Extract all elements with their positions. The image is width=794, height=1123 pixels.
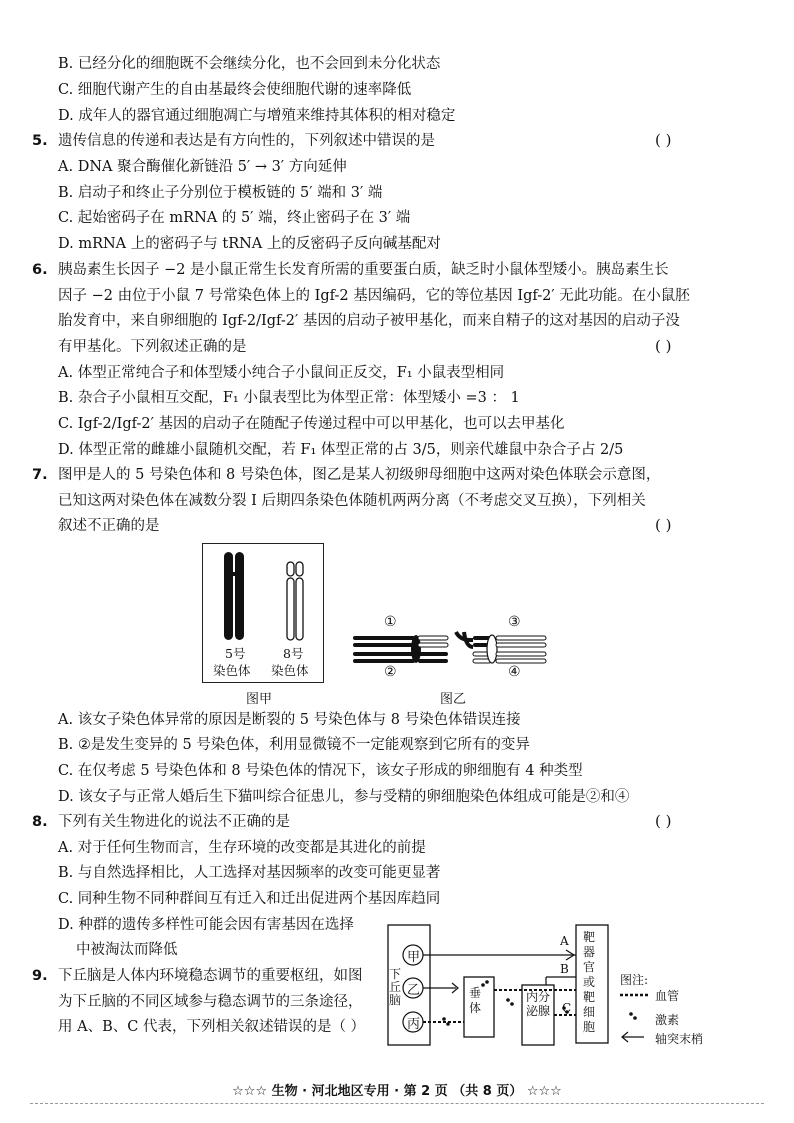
q9-number: 9. [32,968,48,984]
label-hypothalamus: 下丘脑 [389,967,402,1007]
node-bing: 丙 [407,1017,421,1032]
q8-answer-bracket: ( ) [655,812,672,830]
q7-answer-bracket: ( ) [655,516,672,534]
q7-option-a: A. 该女子染色体异常的原因是断裂的 5 号染色体与 8 号染色体错误连接 [58,712,521,728]
label-chromosome-8-word: 染色体 [271,663,309,678]
q6-number: 6. [32,262,48,278]
node-jia: 甲 [407,950,421,965]
q6-option-b: B. 杂合子小鼠相互交配，F₁ 小鼠表型比为体型正常：体型矮小 =3 ： 1 [58,390,520,406]
page-footer: ☆☆☆ 生物 · 河北地区专用 · 第 2 页 （共 8 页） ☆☆☆ [232,1084,562,1099]
path-b-label: B [560,962,569,976]
label-endocrine: 内分泌腺 [526,990,551,1018]
q5-option-d: D. mRNA 上的密码子与 tRNA 上的反密码子反向碱基配对 [58,236,441,252]
chromosome-5-icon [224,552,244,640]
q7-number: 7. [32,467,48,483]
q6-option-d: D. 体型正常的雌雄小鼠随机交配，若 F₁ 体型正常的占 3/5，则亲代雄鼠中杂合子占 2/5 [58,442,624,458]
q8-option-b: B. 与自然选择相比，人工选择对基因频率的改变可能更显著 [58,865,441,881]
chromosome-bars-left [353,635,448,663]
q8-option-d: D. 种群的遗传多样性可能会因有害基因在选择 [58,917,354,933]
figure-jia-box [202,543,324,683]
mark-4: ④ [508,664,521,680]
q8-number: 8. [32,814,48,830]
q7-option-b: B. ②是发生变异的 5 号染色体，利用显微镜不一定能观察到它所有的变异 [58,737,530,753]
legend-hormone: 激素 [655,1013,680,1027]
legend-title: 图注: [620,973,649,987]
q6-stem-line-2: 因子 −2 由位于小鼠 7 号常染色体上的 Igf-2 基因编码，它的等位基因 Igf-2′ 无此功能。在小鼠胚 [58,288,690,304]
q6-stem-line-1: 胰岛素生长因子 −2 是小鼠正常生长发育所需的重要蛋白质，缺乏时小鼠体型矮小。胰岛素生长 [58,262,669,278]
label-chromosome-5-word: 染色体 [213,663,251,678]
q5-answer-bracket: ( ) [655,131,672,149]
mark-1: ① [384,614,397,630]
q9-stem-line-3: 用 A、B、C 代表，下列相关叙述错误的是（ ） [58,1019,366,1035]
q4-option-d: D. 成年人的器官通过细胞凋亡与增殖来维持其体积的相对稳定 [58,108,456,124]
footer-divider [30,1103,764,1104]
q7-stem-line-1: 图甲是人的 5 号染色体和 8 号染色体，图乙是某人初级卵母细胞中这两对染色体联会示意图， [58,467,661,483]
q4-option-c: C. 细胞代谢产生的自由基最终会使细胞代谢的速率降低 [58,82,412,98]
q9-stem-line-2: 为下丘脑的不同区域参与稳态调节的三条途径， [58,994,363,1010]
q6-option-a: A. 体型正常纯合子和体型矮小纯合子小鼠间正反交，F₁ 小鼠表型相同 [58,365,505,381]
q8-option-c: C. 同种生物不同种群间互有迁入和迁出促进两个基因库趋同 [58,891,441,907]
legend-blood-vessel: 血管 [655,989,680,1003]
path-a-label: A [560,934,569,948]
chromosome-bars-right [456,632,546,663]
q5-stem: 遗传信息的传递和表达是有方向性的，下列叙述中错误的是 [58,133,435,149]
figure-yi-caption: 图乙 [440,692,467,707]
legend-axon-terminal: 轴突末梢 [655,1032,704,1046]
chromosome-8-icon [287,562,303,640]
q8-option-d-cont: 中被淘汰而降低 [76,942,178,958]
node-yi: 乙 [407,983,421,998]
mark-2: ② [384,664,397,680]
path-c-label: C [562,1001,572,1015]
label-chromosome-8-num: 8号 [283,646,304,661]
q4-option-b: B. 已经分化的细胞既不会继续分化，也不会回到未分化状态 [58,56,441,72]
q8-stem: 下列有关生物进化的说法不正确的是 [58,814,290,830]
label-pituitary: 垂体 [469,986,482,1015]
q7-option-c: C. 在仅考虑 5 号染色体和 8 号染色体的情况下，该女子形成的卵细胞有 4 种类型 [58,763,583,779]
mark-3: ③ [508,614,521,630]
q5-option-b: B. 启动子和终止子分别位于模板链的 5′ 端和 3′ 端 [58,185,383,201]
hypothalamus-diagram [386,920,771,1050]
synapsis-figure [348,630,558,680]
figure-jia-caption: 图甲 [246,692,273,707]
label-target: 靶器官或靶细胞 [583,930,596,1034]
q5-option-c: C. 起始密码子在 mRNA 的 5′ 端，终止密码子在 3′ 端 [58,210,411,226]
q7-stem-line-2: 已知这两对染色体在减数分裂 Ⅰ 后期四条染色体随机两两分离（不考虑交叉互换），下列相关 [58,493,646,509]
q9-stem-line-1: 下丘脑是人体内环境稳态调节的重要枢纽，如图 [58,968,363,984]
q8-option-a: A. 对于任何生物而言，生存环境的改变都是其进化的前提 [58,840,426,856]
q6-stem-line-3: 胎发育中，来自卵细胞的 Igf-2/Igf-2′ 基因的启动子被甲基化，而来自精子的这对基因的启动子没 [58,313,680,329]
q5-option-a: A. DNA 聚合酶催化新链沿 5′ → 3′ 方向延伸 [58,159,347,175]
q7-option-d: D. 该女子与正常人婚后生下猫叫综合征患儿，参与受精的卵细胞染色体组成可能是②和④ [58,789,630,805]
q6-answer-bracket: ( ) [655,337,672,355]
q5-number: 5. [32,133,48,149]
q7-stem-line-3: 叙述不正确的是 [58,518,160,534]
q6-stem-line-4: 有甲基化。下列叙述正确的是 [58,339,247,355]
label-chromosome-5-num: 5号 [225,646,246,661]
q6-option-c: C. Igf-2/Igf-2′ 基因的启动子在随配子传递过程中可以甲基化，也可以去甲基化 [58,416,565,432]
